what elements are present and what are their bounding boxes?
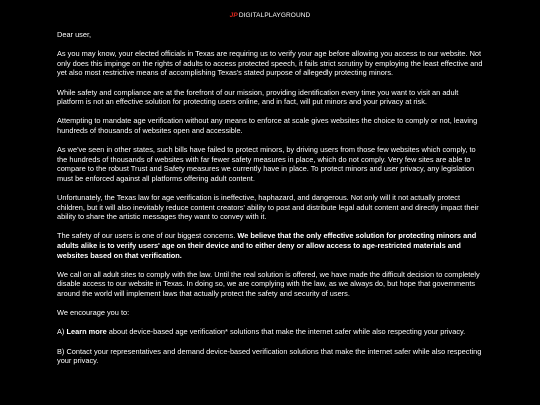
list-item-a xyxy=(57,327,483,337)
paragraph-user-safety xyxy=(57,231,483,260)
paragraph-other-states: As we've seen in other states, such bills have failed to protect minors, by driving users from those few websites which comply, to the hundreds of thousands of websites with far fewer safety measures in place, which do not comply. Very few sites are able to compare to the robust Trust and Safety measures we currently have in place. To protect minors and user privacy, any legislation must be enforced against all platforms offering adult content. xyxy=(57,145,476,183)
site-logo[interactable] xyxy=(230,12,311,19)
greeting: Dear user, xyxy=(57,30,92,39)
user-safety-text: The safety of our users is one of our biggest concerns. xyxy=(57,231,238,241)
user-safety-bold-text: We believe that the only effective solution for protecting minors and adults alike is to verify users' age on their device and to either deny or allow access to age-restricted materials and websites based on that verification. xyxy=(57,231,477,260)
header xyxy=(0,0,540,30)
paragraph-call-to-comply: We call on all adult sites to comply with the law. Until the real solution is offered, we have made the difficult decision to completely disable access to our website in Texas. In doing so, we are complying with the law, as we always do, but hope that governments around the world will implement laws that actually protect the safety and security of users. xyxy=(57,269,480,299)
logo-text: DIGITALPLAYGROUND xyxy=(238,11,311,19)
list-item-b: B) Contact your representatives and demand device-based verification solutions that make the internet safer while also respecting your privacy. xyxy=(57,346,482,366)
item-a-text: about device-based age verification* solutions that make the internet safer while also respecting your privacy. xyxy=(106,327,466,337)
paragraph-encourage: We encourage you to: xyxy=(57,308,130,318)
item-a-prefix: A) xyxy=(57,327,67,337)
paragraph-texas-law: Unfortunately, the Texas law for age verification is ineffective, haphazard, and dangerous. Not only will it not actually protect children, but it will also inevitably reduce content creators' ability to post and distribute legal adult content and directly impact their ability to share the artistic messages they want to convey with it. xyxy=(57,193,479,222)
learn-more-link[interactable]: Learn more xyxy=(66,327,107,337)
letter-body xyxy=(0,30,540,366)
paragraph-enforcement: Attempting to mandate age verification without any means to enforce at scale gives websites the choice to comply or not, leaving hundreds of thousands of websites open and accessible. xyxy=(57,116,478,135)
logo-mark: JP xyxy=(229,11,238,19)
paragraph-safety: While safety and compliance are at the forefront of our mission, providing identification every time you want to visit an adult platform is not an effective solution for protecting users online, and in fact, will put minors and your privacy at risk. xyxy=(57,87,459,107)
paragraph-intro: As you may know, your elected officials in Texas are requiring us to verify your age before allowing you access to our website. Not only does this impinge on the rights of adults to access protected speech, it fails strict scrutiny by employing the least effective and yet also most restrictive means of accomplishing Texas's stated purpose of allegedly protecting minors. xyxy=(57,49,483,78)
